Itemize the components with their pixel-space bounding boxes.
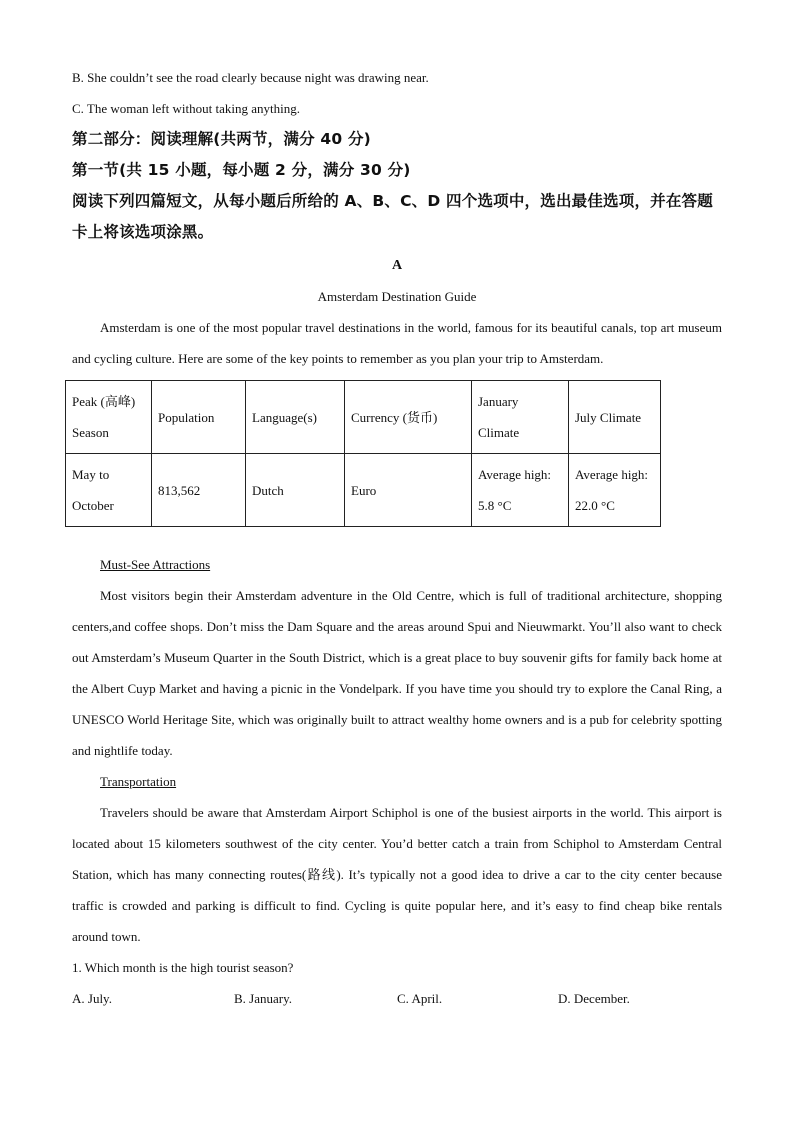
option-b-text: B. She couldn’t see the road clearly because night was drawing near.	[72, 70, 429, 85]
cell-january-climate: Average high: 5.8 °C	[472, 454, 569, 527]
cell-july-climate: Average high: 22.0 °C	[569, 454, 661, 527]
q1-option-c: C. April.	[397, 991, 443, 1006]
exam-page	[72, 62, 722, 1014]
question-1-options	[72, 983, 722, 1014]
passage-label: A	[391, 258, 403, 273]
attractions-heading: Must-See Attractions	[100, 557, 211, 572]
table-row	[66, 454, 661, 527]
cell-peak-season: May to October	[66, 454, 152, 527]
q1-option-b: B. January.	[234, 991, 293, 1006]
q1-option-d: D. December.	[558, 991, 630, 1006]
question-1-stem: 1. Which month is the high tourist season?	[72, 960, 294, 975]
transport-heading: Transportation	[100, 774, 177, 789]
attractions-paragraph: Most visitors begin their Amsterdam adventure in the Old Centre, which is full of traditional architecture, shopping centers,and coffee shops. Don’t miss the Dam Square and the areas around Spui and Nieuwmarkt. You’ll also want to check out Amsterdam’s Museum Quarter in the South District, which is a great place to buy souvenir gifts for family back home at the Albert Cuyp Market and having a picnic in the Vondelpark. If you have time you should try to explore the Canal Ring, a UNESCO World Heritage Site, which was originally built to attract wealthy home owners and is a pub for celebrity spotting and nightlife today.	[72, 588, 722, 758]
destination-table	[65, 380, 661, 527]
option-c-text: C. The woman left without taking anything.	[72, 101, 300, 116]
transport-paragraph: Travelers should be aware that Amsterdam Airport Schiphol is one of the busiest airports in the world. This airport is located about 15 kilometers southwest of the city center. You’d better catch a train from Schiphol to Amsterdam Central Station, which has many connecting routes(路线). It’s typically not a good idea to drive a car to the city center because traffic is crowded and parking is difficult to find. Cycling is quite popular here, and it’s easy to find cheap bike rentals around town.	[72, 805, 722, 944]
part-title: 第二部分：阅读理解(共两节，满分 40 分)	[72, 130, 371, 148]
cell-language: Dutch	[246, 454, 345, 527]
subsection-title: 第一节(共 15 小题，每小题 2 分，满分 30 分)	[72, 161, 411, 179]
cell-currency: Euro	[345, 454, 472, 527]
passage-intro: Amsterdam is one of the most popular travel destinations in the world, famous for its beautiful canals, top art museum and cycling culture. Here are some of the key points to remember as you plan your trip to Amsterdam.	[72, 320, 722, 366]
header-population: Population	[152, 381, 246, 454]
table-header-row	[66, 381, 661, 454]
header-languages: Language(s)	[246, 381, 345, 454]
header-peak-season: Peak (高峰) Season	[66, 381, 152, 454]
instruction-line-2: 卡上将该选项涂黑。	[72, 223, 214, 241]
header-currency: Currency (货币)	[345, 381, 472, 454]
q1-option-a: A. July.	[72, 991, 112, 1006]
header-january-climate: January Climate	[472, 381, 569, 454]
header-july-climate: July Climate	[569, 381, 661, 454]
cell-population: 813,562	[152, 454, 246, 527]
passage-title: Amsterdam Destination Guide	[317, 289, 477, 304]
instruction-line-1: 阅读下列四篇短文，从每小题后所给的 A、B、C、D 四个选项中，选出最佳选项，并在答题	[72, 192, 713, 210]
